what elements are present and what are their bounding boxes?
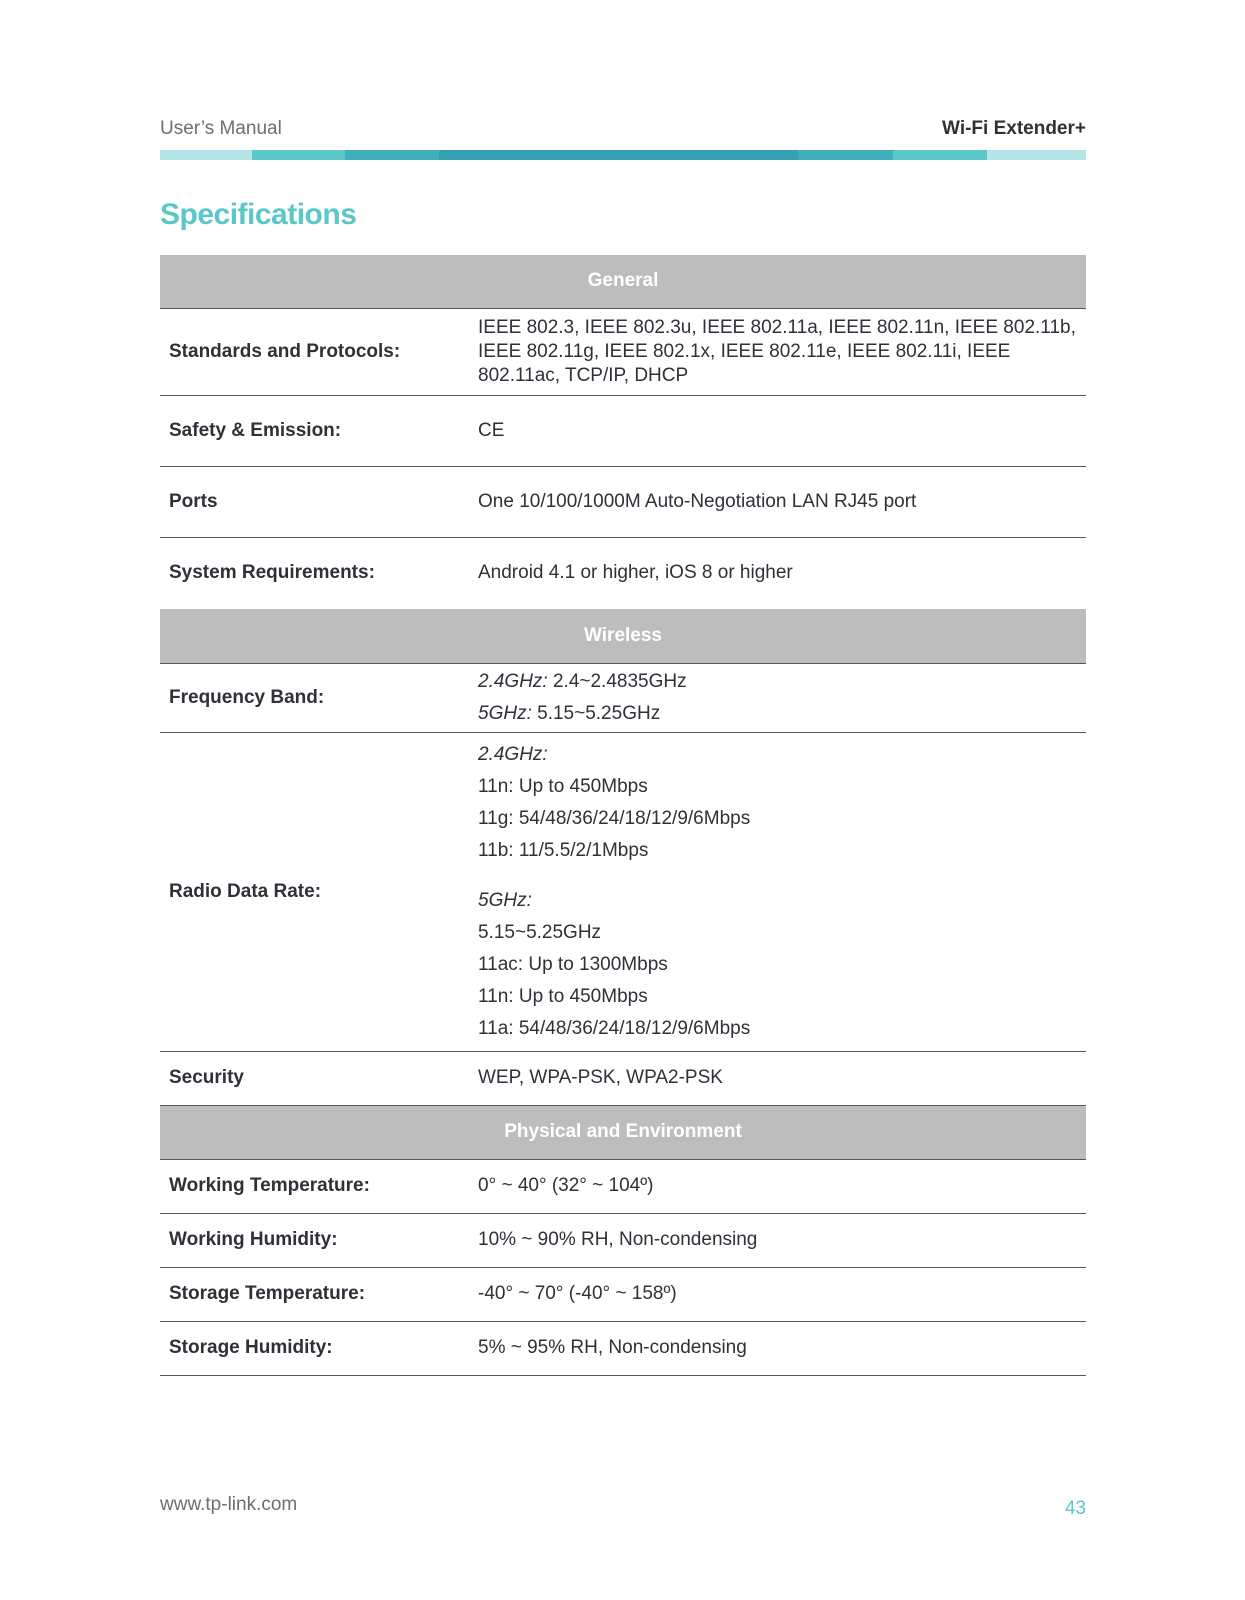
rate-line: 11n: Up to 450Mbps [478,985,648,1007]
spec-label: Working Humidity: [160,1213,469,1267]
stripe-segment [439,150,798,160]
spec-row [160,466,1086,537]
rate-line: 11g: 54/48/36/24/18/12/9/6Mbps [478,807,751,829]
stripe-segment [893,150,987,160]
spec-row [160,1051,1086,1105]
spec-label: Safety & Emission: [160,395,469,466]
spec-value: 5% ~ 95% RH, Non-condensing [469,1321,1086,1375]
spec-row [160,1159,1086,1213]
stripe-segment [345,150,439,160]
spec-row [160,1213,1086,1267]
product-name: Wi-Fi Extender+ [942,118,1086,139]
section-title: Wireless [160,609,1086,663]
page-title: Specifications [160,198,357,231]
spec-value: 0° ~ 40° (32° ~ 104º) [469,1159,1086,1213]
spec-row [160,537,1086,609]
spec-label: Security [160,1051,469,1105]
spec-label: Working Temperature: [160,1159,469,1213]
spec-value: IEEE 802.3, IEEE 802.3u, IEEE 802.11a, IEEE 802.11n, IEEE 802.11b, IEEE 802.11g, IEEE 802.1x, IEEE 802.11e, IEEE 802.11i, IEEE 802.11ac, TCP/IP, DHCP [469,308,1086,395]
spec-row-radio [160,732,1086,1051]
spec-label: Ports [160,466,469,537]
section-header-physical [160,1105,1086,1159]
spacer [478,867,1077,885]
page-number: 43 [1064,1498,1086,1519]
spec-value: 10% ~ 90% RH, Non-condensing [469,1213,1086,1267]
stripe-segment [987,150,1086,160]
page-header [160,118,1086,142]
spec-row [160,1321,1086,1375]
spec-label: Standards and Protocols: [160,308,469,395]
spec-value: CE [469,395,1086,466]
rate-line: 11ac: Up to 1300Mbps [478,953,668,975]
spec-row [160,1267,1086,1321]
spec-label: Frequency Band: [160,663,469,732]
rate-line: 11n: Up to 450Mbps [478,775,648,797]
spec-value: WEP, WPA-PSK, WPA2-PSK [469,1051,1086,1105]
band-name: 5GHz: [478,889,532,911]
spec-label: Radio Data Rate: [160,732,469,1051]
stripe-segment [252,150,345,160]
section-title: General [160,255,1086,308]
spec-row [160,395,1086,466]
spec-value: -40° ~ 70° (-40° ~ 158º) [469,1267,1086,1321]
manual-label: User’s Manual [160,118,282,139]
specifications-table [160,255,1086,1376]
spec-value [469,663,1086,732]
band-range: 2.4~2.4835GHz [547,670,687,692]
section-title: Physical and Environment [160,1105,1086,1159]
band-name: 2.4GHz: [478,743,548,765]
section-header-general [160,255,1086,308]
spec-value: One 10/100/1000M Auto-Negotiation LAN RJ45 port [469,466,1086,537]
header-stripe [160,150,1086,160]
rate-line: 5.15~5.25GHz [478,921,602,943]
spec-label: Storage Humidity: [160,1321,469,1375]
band-name: 5GHz: [478,702,532,724]
stripe-segment [160,150,252,160]
rate-line: 11a: 54/48/36/24/18/12/9/6Mbps [478,1017,751,1039]
spec-label: System Requirements: [169,562,375,584]
rate-line: 11b: 11/5.5/2/1Mbps [478,839,649,861]
band-range: 5.15~5.25GHz [531,702,661,724]
spec-value: Android 4.1 or higher, iOS 8 or higher [478,562,793,584]
section-header-wireless [160,609,1086,663]
spec-label: Storage Temperature: [160,1267,469,1321]
spec-row-frequency [160,663,1086,732]
website-link[interactable]: www.tp-link.com [160,1494,298,1515]
spec-row [160,308,1086,395]
band-name: 2.4GHz: [478,670,548,692]
spec-value [469,732,1086,1051]
stripe-segment [798,150,893,160]
